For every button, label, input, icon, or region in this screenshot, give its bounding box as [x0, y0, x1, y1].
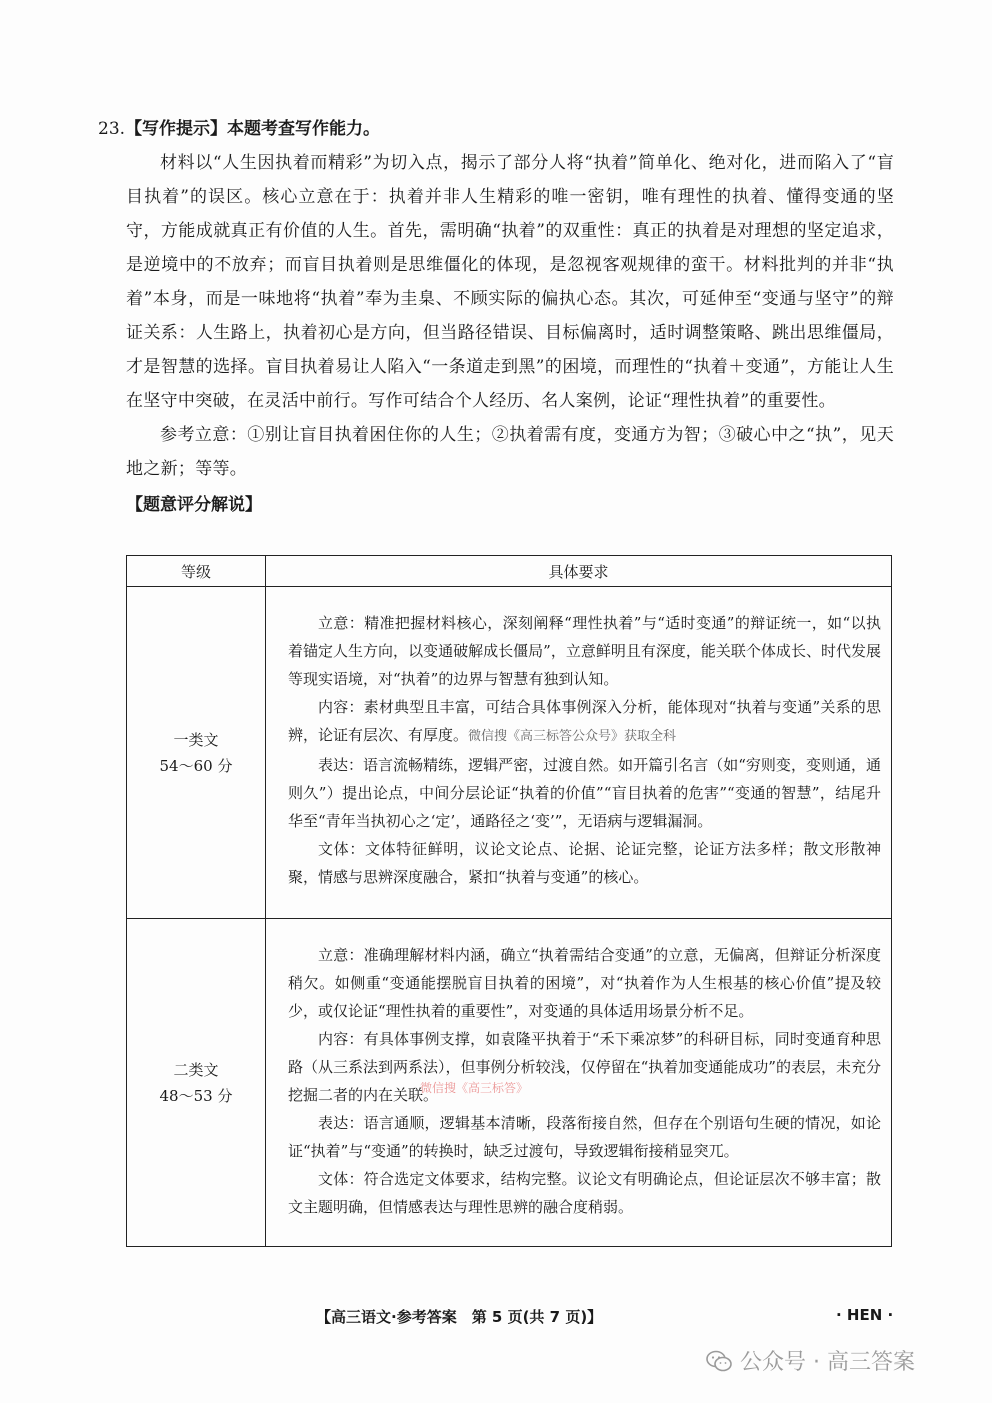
question-heading [98, 112, 894, 146]
red-watermark: 微信搜《高三标答》 [420, 1081, 529, 1095]
requirement-item [288, 693, 881, 751]
requirement-item: 表达：语言通顺，逻辑基本清晰，段落衔接自然，但存在个别语句生硬的情况，如论证“执着”与“变通”的转换时，缺乏过渡句，导致逻辑衔接稍显突兀。 [288, 1114, 881, 1160]
footer-code: · HEN · [836, 1306, 894, 1324]
inline-watermark: 微信搜《高三标答公众号》获取全科 [468, 729, 677, 744]
scoring-section-title: 【题意评分解说】 [126, 495, 262, 515]
requirement-cell [266, 919, 892, 1247]
requirement-item: 立意：准确理解材料内涵，确立“执着需结合变通”的立意，无偏离，但辩证分析深度稍欠。如侧重“变通能摆脱盲目执着的困境”，对“执着作为人生根基的核心价值”提及较少，或仅论证“理性执着的重要性”，对变通的具体适用场景分析不足。 [288, 946, 881, 1020]
level-score: 54～60 分 [159, 756, 233, 775]
table-header-row [127, 556, 892, 587]
requirement-item: 内容：有具体事例支撑，如袁隆平执着于“禾下乘凉梦”的科研目标，同时变通育种思路（从三系法到两系法），但事例分析较浅，仅停留在“执着加变通能成功”的表层，未充分挖掘二者的内在关联。 [288, 1030, 881, 1104]
requirement-item: 文体：符合选定文体要求，结构完整。议论文有明确论点，但论证层次不够丰富；散文主题明确，但情感表达与理性思辨的融合度稍弱。 [288, 1170, 881, 1216]
wechat-watermark [706, 1345, 915, 1376]
wechat-label: 公众号 · 高三答案 [740, 1350, 915, 1375]
footer-page-info: 【高三语文·参考答案 第 5 页(共 7 页)】 [316, 1308, 603, 1326]
wechat-icon [706, 1350, 732, 1372]
requirement-item: 表达：语言流畅精练，逻辑严密，过渡自然。如开篇引名言（如“穷则变，变则通，通则久”）提出论点，中间分层论证“执着的价值”“盲目执着的危害”“变通的智慧”，结尾升华至“青年当执初心之‘定’，通路径之‘变’”，无语病与逻辑漏洞。 [288, 756, 881, 830]
question-title: 【写作提示】本题考查写作能力。 [125, 119, 381, 139]
header-requirement: 具体要求 [266, 556, 892, 587]
level-score: 48～53 分 [159, 1086, 233, 1105]
question-number: 23. [98, 119, 126, 139]
level-cell [127, 919, 266, 1247]
requirement-text: 内容：素材典型且丰富，可结合具体事例深入分析，能体现对“执着与变通”关系的思辨，论证有层次、有厚度。 [288, 698, 881, 744]
analysis-paragraph: 材料以“人生因执着而精彩”为切入点，揭示了部分人将“执着”简单化、绝对化，进而陷入了“盲目执着”的误区。核心立意在于：执着并非人生精彩的唯一密钥，唯有理性的执着、懂得变通的坚守，方能成就真正有价值的人生。首先，需明确“执着”的双重性：真正的执着是对理想的坚定追求，是逆境中的不放弃；而盲目执着则是思维僵化的体现，是忽视客观规律的蛮干。材料批判的并非“执着”本身，而是一味地将“执着”奉为圭臬、不顾实际的偏执心态。其次，可延伸至“变通与坚守”的辩证关系：人生路上，执着初心是方向，但当路径错误、目标偏离时，适时调整策略、跳出思维僵局，才是智慧的选择。盲目执着易让人陷入“一条道走到黑”的困境，而理性的“执着＋变通”，方能让人生在坚守中突破，在灵活中前行。写作可结合个人经历、名人案例，论证“理性执着”的重要性。 [126, 153, 894, 411]
level-cell [127, 587, 266, 919]
requirement-item: 立意：精准把握材料核心，深刻阐释“理性执着”与“适时变通”的辩证统一，如“以执着锚定人生方向，以变通破解成长僵局”，立意鲜明且有深度，能关联个体成长、时代发展等现实语境，对“执着”的边界与智慧有独到认知。 [288, 614, 881, 688]
reference-theses: 参考立意：①别让盲目执着困住你的人生；②执着需有度，变通方为智；③破心中之“执”，见天地之新；等等。 [126, 425, 894, 479]
level-name: 二类文 [173, 1060, 219, 1079]
requirement-item: 文体：文体特征鲜明，议论文论点、论据、论证完整，论证方法多样；散文形散神聚，情感与思辨深度融合，紧扣“执着与变通”的核心。 [288, 840, 881, 886]
grading-table [126, 555, 892, 1247]
header-level: 等级 [127, 556, 266, 587]
question-block [98, 112, 894, 522]
table-row [127, 587, 892, 919]
level-name: 一类文 [173, 730, 219, 749]
requirement-cell [266, 587, 892, 919]
